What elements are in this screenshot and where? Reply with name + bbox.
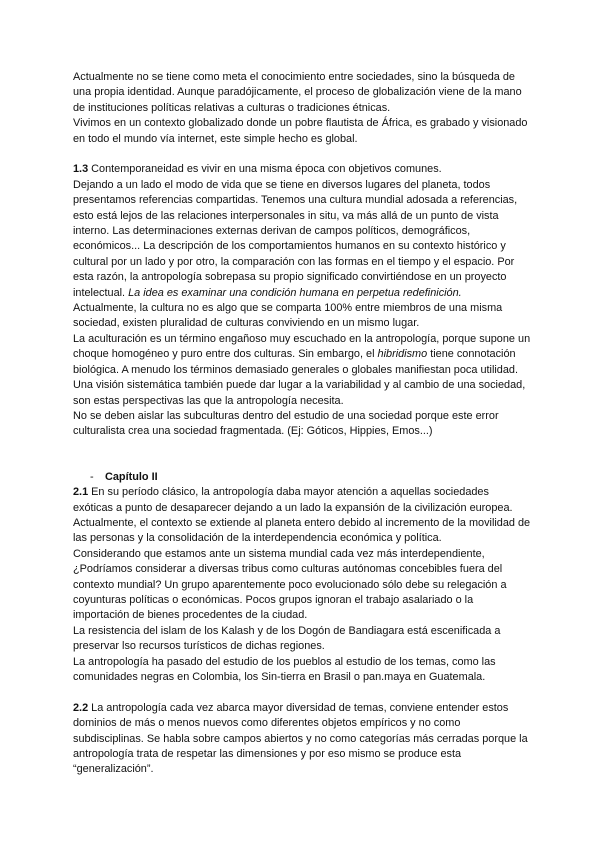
paragraph-globalization-identity: Actualmente no se tiene como meta el conocimiento entre sociedades, sino la búsqueda de una propia identidad. Aunque paradójicamente, el proceso de globalización viene de la mano de instituciones políticas relativas a culturas o tradiciones étnicas. (73, 71, 522, 114)
aculturacion-text-end: tiene connotación biológica. A menudo los términos demasiado generales o globales manifiestan poca utilidad. (73, 348, 518, 376)
italic-term-hibridismo: hibridismo (377, 348, 428, 361)
paragraph-estudio-temas: La antropología ha pasado del estudio de los pueblos al estudio de los temas, como las comunidades negras en Colombia, los Sin-tierra en Brasil o pan.maya en Guatemala. (73, 655, 496, 684)
section-2-2-text: La antropología cada vez abarca mayor diversidad de temas, conviene entender estos dominios de más o menos nuevos como diferentes objetos empíricos y no como subdisciplinas. Se habla sobre campos abiertos y no como categorías más cerradas porque la antropología trata de respetar las dimensiones y por eso mismo se produce esta “generalización”. (73, 701, 528, 776)
paragraph-subculturas: No se deben aislar las subculturas dentro del estudio de una sociedad porque este error culturalista crea una sociedad fragmentada. (Ej: Góticos, Hippies, Emos...) (73, 409, 499, 438)
section-2-1-text: En su período clásico, la antropología daba mayor atención a aquellas sociedades exóticas a punto de desaparecer dejando a un lado la expansión de la civilización europea. Actualmente, el contexto se extiende al planeta entero debido al incremento de la movilidad de las personas y la consolidación de la interdependencia económica y política. (73, 486, 531, 545)
section-number: 2.2 (73, 701, 89, 714)
italic-phrase: La idea es examinar una condición humana en perpetua redefinición. (128, 286, 462, 299)
paragraph-aculturacion (73, 332, 531, 378)
paragraph-referencias-text: Dejando a un lado el modo de vida que se tiene en diversos lugares del planeta, todos presentamos referencias compartidas. Tenemos una cultura mundial adosada a referencias, esto está lejos de las relaciones interpersonales in situ, va más allá de un punto de vista interno. Las determinaciones externas derivan de campos políticos, demográficos, económicos... La descripción de los comportamientos humanos en su contexto histórico y cultural por un lado y por otro, la comparación con las formas en el tiempo y el espacio. Por esta razón, la antropología sobrepasa su propio significado convirtiéndose en un proyecto intelectual. (73, 178, 518, 299)
paragraph-sistema-mundial: Considerando que estamos ante un sistema mundial cada vez más interdependiente, ¿Podríamos considerar a diversas tribus como culturas autónomas concebibles fuera del contexto mundial? Un grupo aparentemente poco evolucionado sólo debe su relegación a coyunturas políticas o económicas. Pocos grupos ignoran el trabajo asalariado o la importación de bienes procedentes de la ciudad. (73, 547, 507, 622)
document-body (73, 70, 531, 778)
list-dash: - (90, 470, 94, 483)
chapter-heading (73, 470, 531, 485)
paragraph-flautista: Vivimos en un contexto globalizado donde un pobre flautista de África, es grabado y visionado en todo el mundo vía internet, este simple hecho es global. (73, 117, 528, 145)
section-1-3-heading (73, 162, 531, 177)
section-2-2-paragraph (73, 701, 531, 778)
paragraph-kalash-dogon: La resistencia del islam de los Kalash y de los Dogón de Bandiagara está escenificada a preservar lso recursos turísticos de dichas regiones. (73, 624, 501, 653)
section-number: 1.3 (73, 163, 89, 176)
section-2-1-paragraph (73, 485, 531, 547)
paragraph-referencias (73, 178, 531, 301)
aculturacion-text-start: La aculturación es un término engañoso muy escuchado en la antropología, porque supone un choque homogéneo y puro entre dos culturas. Sin embargo, el (73, 332, 531, 361)
section-number: 2.1 (73, 486, 89, 499)
paragraph-vision-sistematica: Una visión sistemática también puede dar lugar a la variabilidad y al cambio de una sociedad, son estas perspectivas las que la antropología necesita. (73, 379, 526, 407)
paragraph-cultura-100: Actualmente, la cultura no es algo que se comparta 100% entre miembros de una misma sociedad, existen pluralidad de culturas conviviendo en un mismo lugar. (73, 302, 503, 330)
chapter-title: Capítulo II (105, 470, 158, 483)
section-1-3-intro: Contemporaneidad es vivir en una misma época con objetivos comunes. (88, 163, 442, 176)
